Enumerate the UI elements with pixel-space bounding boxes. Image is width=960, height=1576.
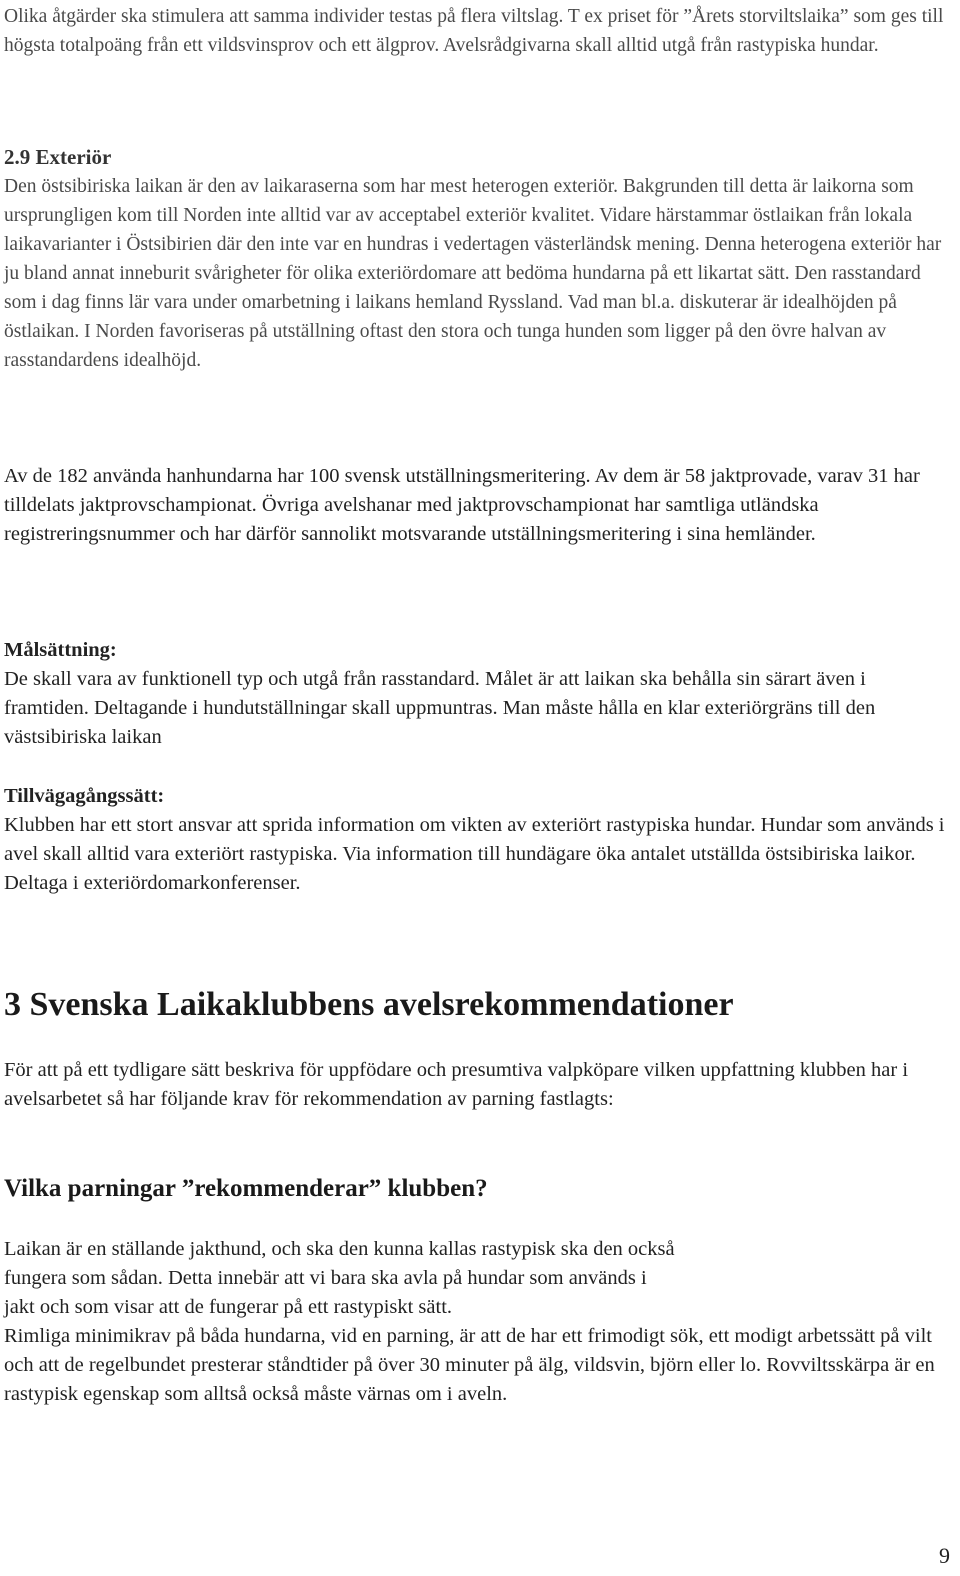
section-heading-3: 3 Svenska Laikaklubbens avelsrekommendationer: [4, 986, 734, 1023]
subheading-recommended-matings: Vilka parningar ”rekommenderar” klubben?: [4, 1175, 488, 1202]
section-heading-2-9: 2.9 Exteriör: [4, 145, 112, 169]
exterior-paragraph-2: Av de 182 använda hanhundarna har 100 svensk utställningsmeritering. Av dem är 58 jaktprovade, varav 31 har tilldelats jaktprovschampionat. Övriga avelshanar med jaktprovschampionat har samtliga utländska registreringsnummer och har därför sannolikt motsvarande utställningsmeritering i sina hemländer.: [4, 465, 920, 545]
paragraph-line: Laikan är en ställande jakthund, och ska den kunna kallas rastypisk ska den också: [4, 1238, 675, 1260]
page-number: 9: [939, 1543, 950, 1568]
goal-label: Målsättning:: [4, 639, 117, 661]
method-text: Klubben har ett stort ansvar att sprida information om vikten av exteriört rastypiska hundar. Hundar som används i avel skall alltid vara exteriört rastypiska. Via information till hundägare öka antalet utställda östsibiriska laikor. Deltaga i exteriördomarkonferenser.: [4, 814, 945, 894]
intro-paragraph: Olika åtgärder ska stimulera att samma individer testas på flera viltslag. T ex priset för ”Årets storviltslaika” som ges till högsta totalpoäng från ett vildsvinsprov och ett älgprov. Avelsrådgivarna skall alltid utgå från rastypiska hundar.: [4, 6, 944, 56]
minimum-requirements-paragraph: Rimliga minimikrav på båda hundarna, vid en parning, är att de har ett frimodigt sök, ett modigt arbetssätt på vilt och att de regelbundet presterar ståndtider på över 30 minuter på älg, vildsvin, björn eller lo. Rovviltsskärpa är en rastypisk egenskap som alltså också måste värnas om i aveln.: [4, 1325, 935, 1405]
exterior-paragraph-1: Den östsibiriska laikan är den av laikaraserna som har mest heterogen exteriör. Bakgrunden till detta är laikorna som ursprungligen kom till Norden inte alltid var av acceptabel exteriör kvalitet. Vidare härstammar östlaikan från lokala laikavarianter i Östsibirien där den inte var en hundras i vedertagen västerländsk mening. Denna heterogena exteriör har ju bland annat inneburit svårigheter för olika exteriördomare att bedöma hundarna på ett likartat sätt. Den rasstandard som i dag finns lär vara under omarbetning i laikans hemland Ryssland. Vad man bl.a. diskuterar är idealhöjden på östlaikan. I Norden favoriseras på utställning oftast den stora och tunga hunden som ligger på den övre halvan av rasstandardens idealhöjd.: [4, 176, 942, 371]
paragraph-line: jakt och som visar att de fungerar på ett rastypiskt sätt.: [4, 1296, 453, 1318]
goal-text: De skall vara av funktionell typ och utgå från rasstandard. Målet är att laikan ska behålla sin särart även i framtiden. Deltagande i hundutställningar skall uppmuntras. Man måste hålla en klar exteriörgräns till den västsibiriska laikan: [4, 668, 876, 748]
recommendation-intro: För att på ett tydligare sätt beskriva för uppfödare och presumtiva valpköpare vilken uppfattning klubben har i avelsarbetet så har följande krav för rekommendation av parning fastlagts:: [4, 1059, 909, 1110]
method-label: Tillvägagångssätt:: [4, 785, 165, 807]
paragraph-line: fungera som sådan. Detta innebär att vi bara ska avla på hundar som används i: [4, 1267, 647, 1289]
hunting-dog-paragraph: [4, 1235, 954, 1322]
